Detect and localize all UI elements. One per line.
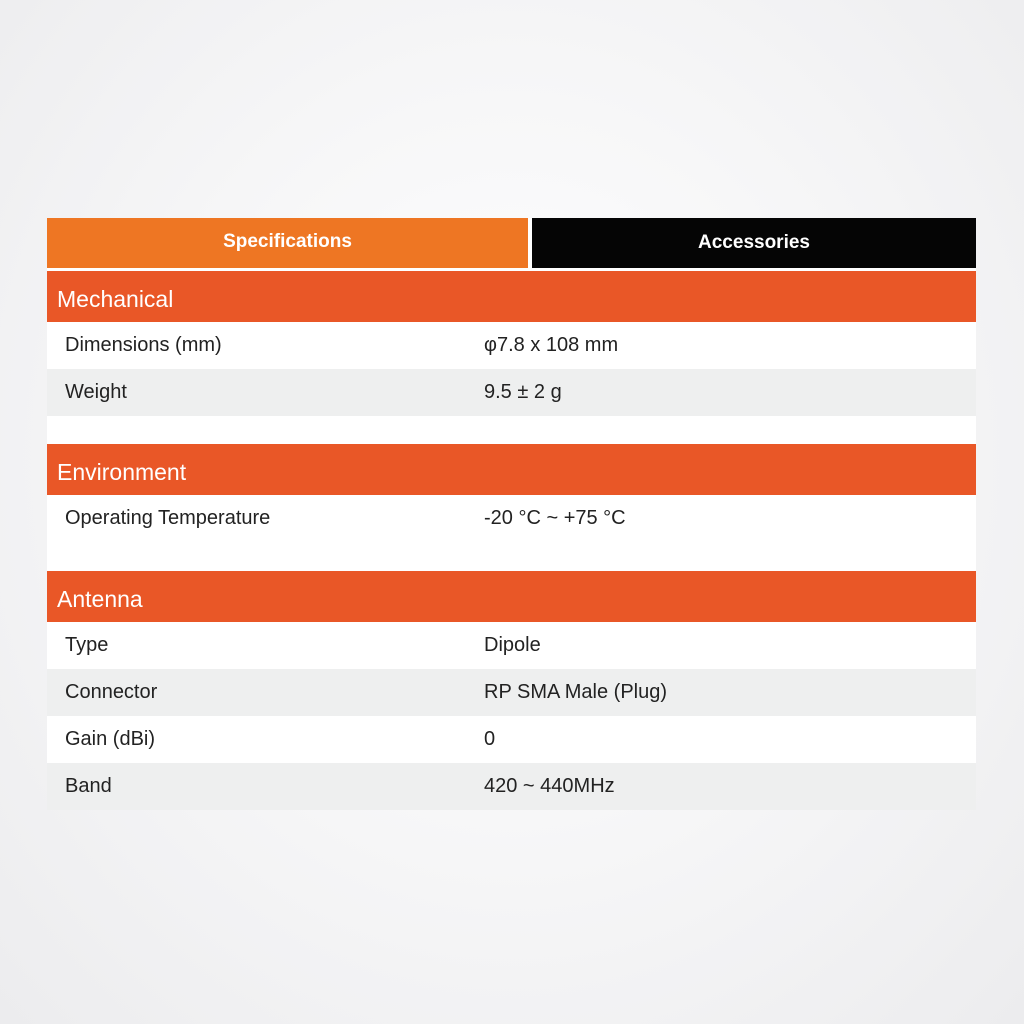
spec-value: 0 [484, 728, 496, 750]
section-header-mechanical: Mechanical [47, 268, 976, 322]
spec-table [47, 268, 976, 810]
spec-label: Operating Temperature [65, 507, 271, 529]
section-spacer [47, 416, 976, 441]
section-header-antenna: Antenna [47, 568, 976, 622]
spec-label: Dimensions (mm) [65, 334, 222, 356]
spec-label: Band [65, 775, 112, 797]
spec-value: RP SMA Male (Plug) [484, 681, 668, 703]
tab-accessories[interactable]: Accessories [532, 218, 976, 268]
spec-value: Dipole [484, 634, 541, 656]
spec-row [47, 622, 976, 669]
tab-specifications[interactable]: Specifications [47, 218, 528, 268]
spec-row [47, 763, 976, 810]
spec-row [47, 322, 976, 369]
spec-label: Gain (dBi) [65, 728, 156, 750]
spec-label: Weight [65, 381, 127, 403]
spec-value: 420 ~ 440MHz [484, 775, 615, 797]
spec-row [47, 669, 976, 716]
tab-bar [47, 218, 976, 268]
spec-row [47, 716, 976, 763]
spec-value: -20 °C ~ +75 °C [484, 507, 626, 529]
spec-label: Connector [65, 681, 158, 703]
spec-value: 9.5 ± 2 g [484, 381, 562, 403]
spec-label: Type [65, 634, 109, 656]
spec-row [47, 369, 976, 416]
section-header-environment: Environment [47, 441, 976, 495]
spec-row [47, 495, 976, 542]
spec-value: φ7.8 x 108 mm [484, 334, 619, 356]
section-spacer [47, 542, 976, 568]
